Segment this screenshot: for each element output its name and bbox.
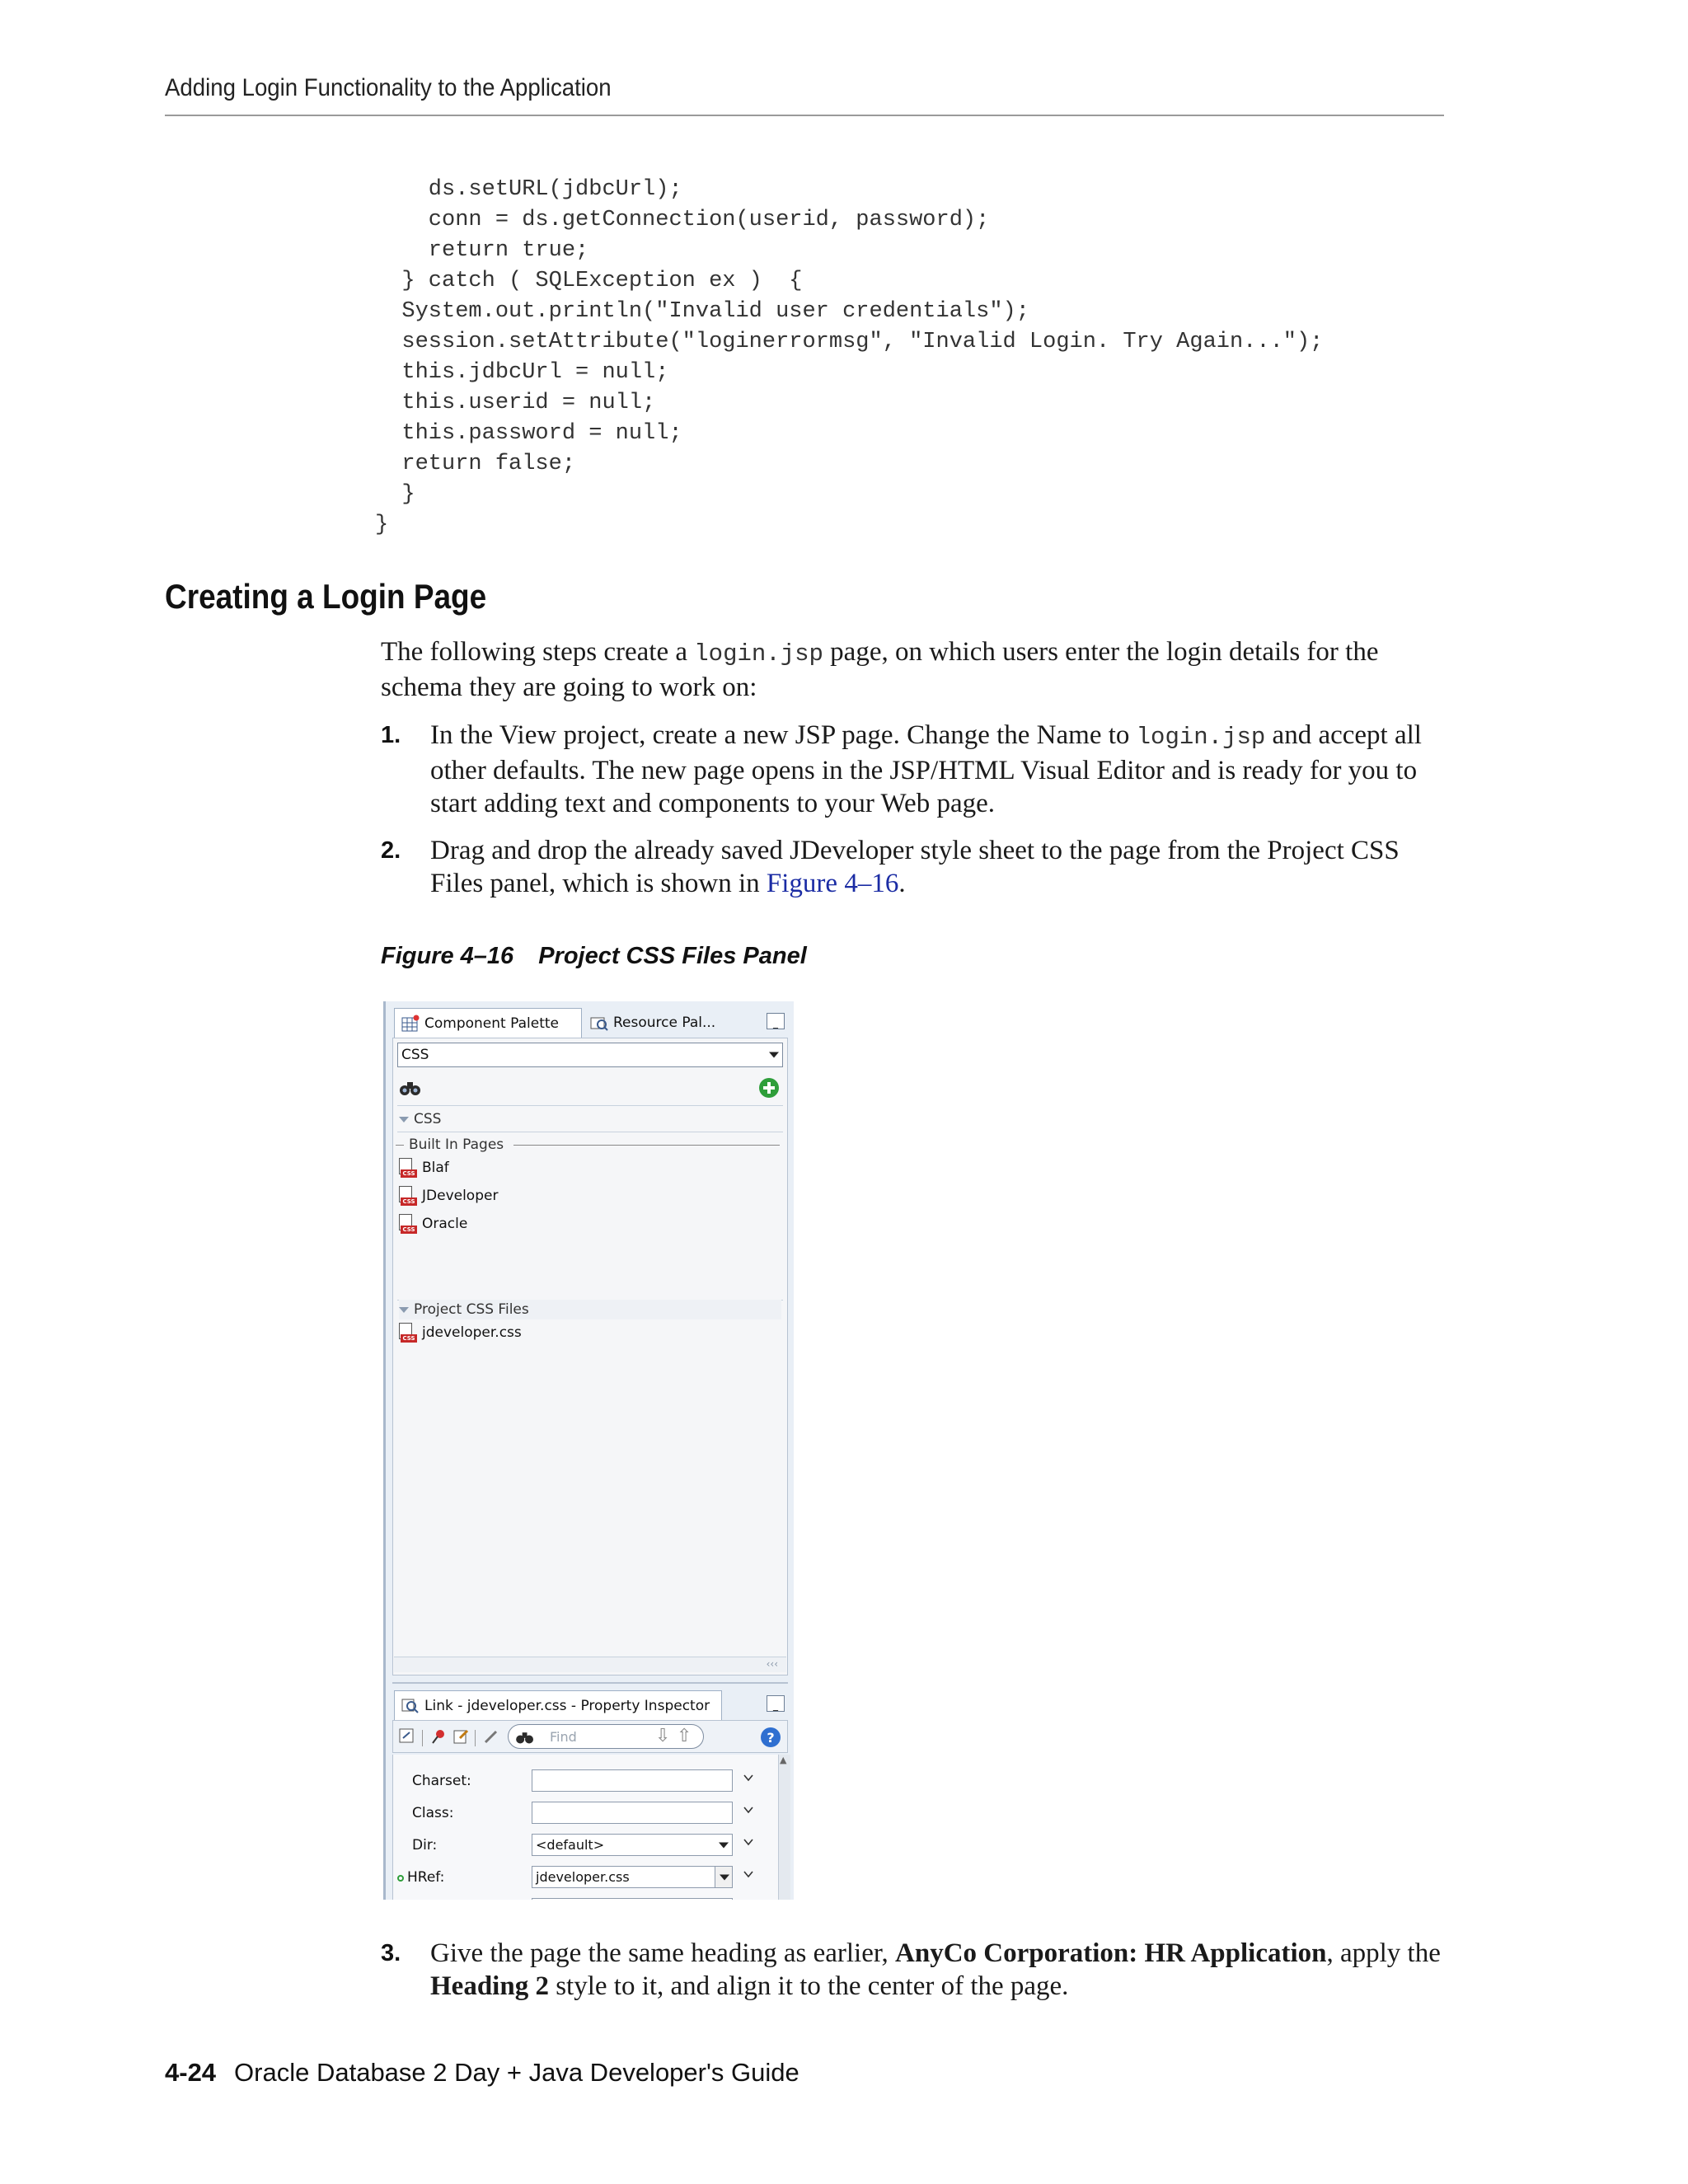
figure-title: Project CSS Files Panel (538, 943, 807, 969)
css-file-icon: CSS (397, 1186, 417, 1206)
splitter[interactable] (392, 1682, 788, 1684)
add-icon[interactable] (758, 1077, 780, 1099)
property-field[interactable] (532, 1802, 733, 1824)
css-item-blaf[interactable] (397, 1158, 449, 1178)
toolbar-separator (475, 1730, 476, 1746)
intro-paragraph (381, 635, 1452, 704)
tab-property-inspector[interactable] (394, 1690, 722, 1720)
step-bold-text: Heading 2 (430, 1971, 549, 2001)
property-field[interactable] (532, 1866, 733, 1888)
palette-panel (392, 1038, 788, 1675)
chevron-down-icon[interactable] (742, 1868, 755, 1884)
step-number: 1. (381, 722, 401, 748)
step-text-part: and accept all other defaults. The new page opens in the JSP/HTML Visual Editor and is ready for you to start adding text and components to your Web page. (430, 720, 1422, 818)
horizontal-scrollbar[interactable] (394, 1657, 786, 1672)
edit-properties-icon[interactable] (452, 1727, 471, 1746)
property-field[interactable] (532, 1769, 733, 1792)
header-rule (165, 115, 1444, 116)
arrow-up-icon[interactable]: ⇧ (677, 1726, 692, 1746)
collapse-triangle-icon (399, 1307, 409, 1313)
chevron-down-icon[interactable] (742, 1771, 755, 1788)
chevron-down-icon[interactable] (742, 1835, 755, 1852)
css-item-oracle[interactable] (397, 1214, 467, 1234)
binoculars-icon (515, 1729, 535, 1746)
css-file-icon: CSS (397, 1214, 417, 1234)
property-label: Dir: (412, 1837, 438, 1854)
scroll-arrows-icon: ‹‹‹ (766, 1658, 778, 1670)
tab-label: Link - jdeveloper.css - Property Inspector (424, 1697, 710, 1714)
code-line: } (375, 513, 389, 537)
code-line: conn = ds.getConnection(userid, password); (375, 208, 990, 232)
divider (397, 1105, 783, 1106)
tab-component-palette[interactable] (394, 1008, 582, 1038)
minimize-button[interactable]: _ (767, 1695, 785, 1712)
css-item-label: Oracle (422, 1216, 468, 1232)
css-item-project[interactable] (397, 1323, 522, 1343)
required-indicator-icon (397, 1875, 404, 1882)
group-label: CSS (414, 1111, 442, 1127)
pencil-icon[interactable] (481, 1727, 501, 1746)
property-field[interactable] (532, 1834, 733, 1856)
code-block (375, 175, 1323, 541)
combo-button[interactable] (715, 1867, 732, 1887)
find-placeholder: Find (550, 1729, 577, 1745)
page-footer (165, 2058, 799, 2088)
component-palette-icon (401, 1015, 420, 1033)
property-field[interactable] (532, 1898, 733, 1900)
code-line: ds.setURL(jdbcUrl); (375, 177, 682, 202)
step-text-part: Give the page the same heading as earlier, (430, 1938, 896, 1968)
css-file-icon: CSS (397, 1158, 417, 1178)
palette-dropdown-value: CSS (401, 1047, 429, 1063)
binoculars-icon[interactable] (399, 1078, 422, 1098)
step-text (430, 834, 1452, 900)
css-item-label: JDeveloper (422, 1188, 499, 1204)
group-header-built-in (396, 1137, 780, 1153)
tab-label: Component Palette (424, 1015, 559, 1032)
vertical-scrollbar[interactable]: ▲ (778, 1755, 790, 1900)
intro-text: page, on which users enter the login details for the schema they are going to work on: (381, 637, 1379, 702)
step-code: login.jsp (1136, 724, 1266, 751)
property-label: Charset: (412, 1773, 471, 1789)
figure-link[interactable]: Figure 4–16 (766, 869, 899, 898)
group-label: Project CSS Files (414, 1301, 529, 1318)
css-item-jdeveloper[interactable] (397, 1186, 498, 1206)
property-label: Class: (412, 1805, 454, 1821)
arrow-down-icon[interactable]: ⇩ (655, 1726, 671, 1746)
code-line: this.jdbcUrl = null; (375, 360, 669, 385)
intro-text: The following steps create a (381, 637, 695, 667)
step-text-part: . (898, 869, 906, 898)
dropdown-arrow-icon (769, 1052, 779, 1058)
intro-code: login.jsp (694, 640, 823, 668)
book-title: Oracle Database 2 Day + Java Developer's Guide (234, 2058, 799, 2087)
code-line: return true; (375, 238, 589, 263)
step-number: 3. (381, 1940, 401, 1966)
code-line: this.userid = null; (375, 391, 656, 415)
code-line: } (375, 482, 415, 507)
minimize-button[interactable]: _ (767, 1013, 785, 1029)
figure-screenshot (383, 1001, 794, 1900)
svg-text:?: ? (767, 1730, 775, 1746)
section-heading: Creating a Login Page (165, 577, 487, 616)
property-value: <default> (536, 1837, 605, 1853)
step-bold-text: AnyCo Corporation: HR Application (895, 1938, 1327, 1968)
code-line: this.password = null; (375, 421, 682, 446)
tab-resource-palette[interactable] (584, 1008, 740, 1038)
figure-number: Figure 4–16 (381, 943, 514, 969)
property-value: jdeveloper.css (536, 1869, 630, 1885)
figure-caption (381, 943, 807, 970)
find-field[interactable] (508, 1724, 704, 1749)
edit-icon[interactable] (397, 1727, 417, 1746)
code-line: } catch ( SQLException ex ) { (375, 269, 803, 293)
dropdown-arrow-icon (719, 1842, 729, 1848)
property-label: HRef: (407, 1869, 445, 1886)
step-text (430, 719, 1452, 820)
css-file-icon: CSS (397, 1323, 417, 1343)
step-text-part: In the View project, create a new JSP page. Change the Name to (430, 720, 1137, 750)
help-icon[interactable] (760, 1727, 781, 1748)
step-text-part: style to it, and align it to the center of the page. (548, 1971, 1069, 2001)
group-label: Built In Pages (409, 1137, 504, 1153)
step-text-part: Drag and drop the already saved JDeveloper style sheet to the page from the Project CSS Files panel, which is shown in (430, 836, 1400, 898)
chevron-down-icon[interactable] (742, 1803, 755, 1820)
page-number: 4-24 (165, 2058, 217, 2087)
palette-dropdown[interactable] (397, 1043, 783, 1067)
code-line: session.setAttribute("loginerrormsg", "Invalid Login. Try Again..."); (375, 330, 1324, 354)
css-item-label: Blaf (422, 1160, 449, 1176)
step-text-part: , apply the (1326, 1938, 1441, 1968)
pin-icon[interactable] (429, 1727, 448, 1746)
css-item-label: jdeveloper.css (422, 1324, 522, 1341)
group-header-project[interactable] (399, 1300, 781, 1319)
dropdown-arrow-icon (720, 1874, 729, 1880)
running-header: Adding Login Functionality to the Application (165, 74, 612, 101)
step-number: 2. (381, 837, 401, 864)
collapse-triangle-icon (399, 1117, 409, 1122)
link-icon (401, 1697, 420, 1715)
toolbar-separator (422, 1730, 423, 1746)
code-line: return false; (375, 452, 576, 476)
code-line: System.out.println("Invalid user credentials"); (375, 299, 1029, 324)
step-text (430, 1937, 1452, 2003)
group-header-css[interactable] (399, 1111, 441, 1127)
resource-palette-icon (590, 1014, 608, 1032)
tab-label: Resource Pal... (613, 1015, 716, 1031)
